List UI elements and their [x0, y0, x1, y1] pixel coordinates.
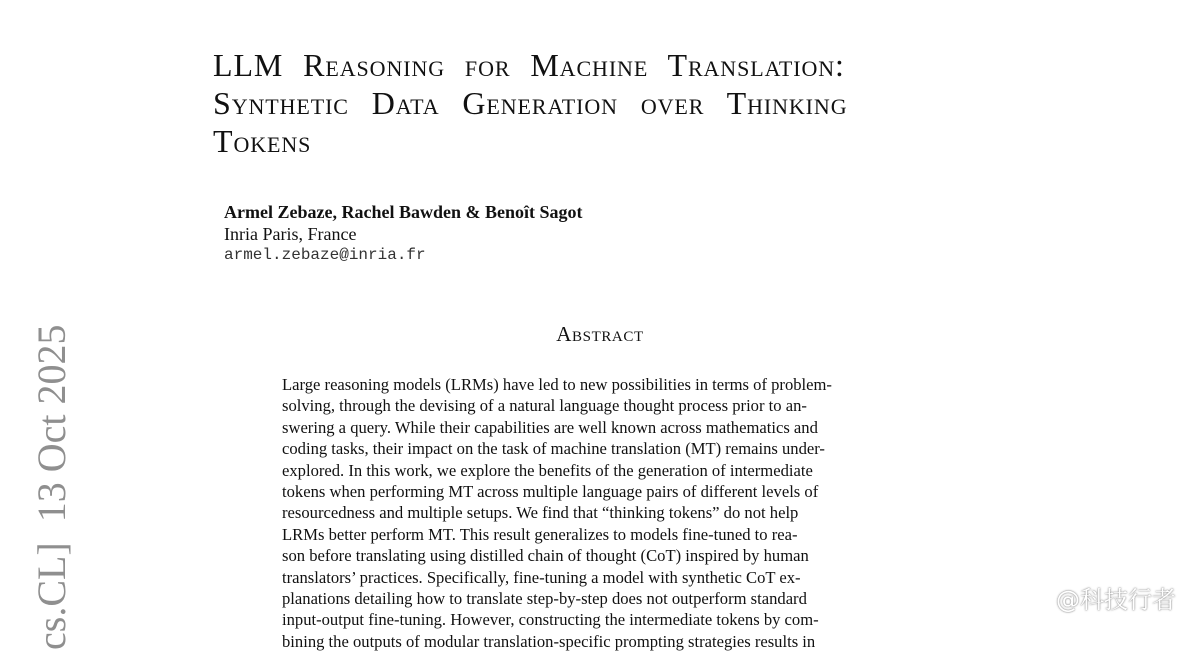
author-email: armel.zebaze@inria.fr — [224, 246, 426, 264]
abstract-line: planations detailing how to translate step-by-step does not outperform standard — [282, 588, 807, 608]
abstract-line: coding tasks, their impact on the task of machine translation (MT) remains under- — [282, 439, 825, 459]
author-list: Armel Zebaze, Rachel Bawden & Benoît Sagot — [224, 202, 583, 222]
abstract-line: Large reasoning models (LRMs) have led to new possibilities in terms of problem- — [282, 375, 832, 394]
abstract-body — [282, 374, 922, 652]
abstract-line: explored. In this work, we explore the benefits of the generation of intermediate — [282, 460, 813, 480]
abstract-line: LRMs better perform MT. This result generalizes to models fine-tuned to rea- — [282, 524, 798, 544]
watermark-logo: @科技行者 — [1056, 586, 1176, 614]
abstract-line: input-output fine-tuning. However, constructing the intermediate tokens by com- — [282, 610, 819, 630]
abstract-line: resourcedness and multiple setups. We find that “thinking tokens” do not help — [282, 503, 799, 523]
abstract-line: swering a query. While their capabilities are well known across mathematics and — [282, 417, 818, 437]
abstract-line: translators’ practices. Specifically, fine-tuning a model with synthetic CoT ex- — [282, 567, 801, 587]
abstract-line: solving, through the devising of a natural language thought process prior to an- — [282, 396, 807, 416]
title-line: LLM Reasoning for Machine Translation: — [213, 47, 845, 83]
paper-title — [213, 46, 988, 160]
abstract-line: son before translating using distilled chain of thought (CoT) inspired by human — [282, 546, 809, 566]
abstract-line: tokens when performing MT across multiple language pairs of different levels of — [282, 481, 819, 501]
author-affiliation: Inria Paris, France — [224, 224, 357, 244]
abstract-heading: Abstract — [556, 322, 644, 346]
arxiv-identifier-stamp: cs.CL] 13 Oct 2025 — [29, 324, 74, 650]
title-line: Tokens — [213, 123, 312, 159]
title-line: Synthetic Data Generation over Thinking — [213, 85, 848, 121]
abstract-line: bining the outputs of modular translation-specific prompting strategies results in — [282, 631, 816, 651]
